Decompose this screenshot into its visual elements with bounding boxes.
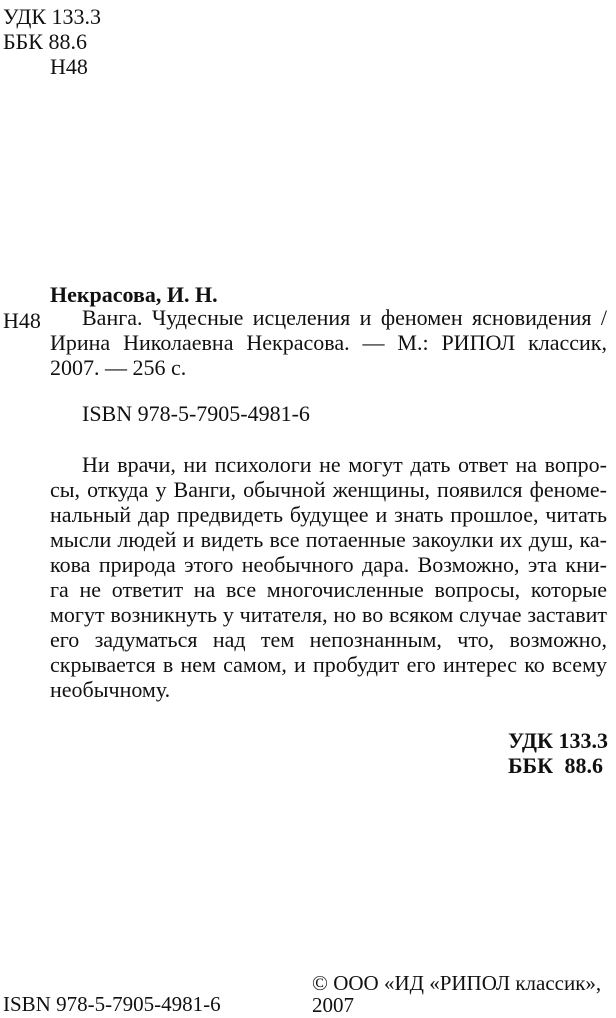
top-author-mark: Н48 (50, 54, 88, 79)
author-name: Некрасова, И. Н. (50, 282, 218, 307)
annotation-line: мысли людей и видеть все потаенные закоулки их душ, ка- (50, 527, 607, 552)
top-udk-code: УДК 133.3 (3, 4, 102, 29)
record-line: Ирина Николаевна Некрасова. — М.: РИПОЛ классик, (50, 330, 607, 355)
annotation-line: его задуматься над тем непознанным, что, возможно, (50, 627, 607, 652)
copyright-year: 2007 (312, 993, 354, 1017)
record-line: 2007. — 256 с. (50, 355, 187, 380)
annotation-line: необычному. (50, 677, 171, 702)
udk-value: 133.3 (558, 728, 609, 753)
annotation-line: га не ответит на все многочисленные вопросы, которые (50, 577, 607, 602)
annotation-line: Ни врачи, ни психологи не могут дать ответ на вопро- (82, 452, 607, 477)
bbk-label: ББК (508, 753, 554, 778)
margin-author-mark: Н48 (3, 308, 41, 333)
bbk-value: 88.6 (564, 753, 604, 778)
top-bbk-code: ББК 88.6 (3, 29, 87, 54)
annotation-line: скрывается в нем самом, и пробудит его интерес ко всему (50, 652, 607, 677)
bottom-bbk-code (508, 753, 603, 779)
record-line: Ванга. Чудесные исцеления и феномен ясновидения / (82, 305, 607, 330)
udk-label: УДК (508, 728, 554, 753)
annotation-line: кова природа этого необычного дара. Возможно, эта кни- (50, 552, 607, 577)
bottom-udk-code (508, 728, 608, 754)
footer-isbn: ISBN 978-5-7905-4981-6 (3, 992, 221, 1016)
copyright-notice: © ООО «ИД «РИПОЛ классик», (312, 971, 602, 995)
annotation-line: могут возникнуть у читателя, но во всяком случае заставит (50, 602, 607, 627)
record-isbn: ISBN 978-5-7905-4981-6 (82, 401, 310, 426)
annotation-line: сы, откуда у Ванги, обычной женщины, появился феноме- (50, 477, 607, 502)
annotation-line: нальный дар предвидеть будущее и знать прошлое, читать (50, 502, 607, 527)
